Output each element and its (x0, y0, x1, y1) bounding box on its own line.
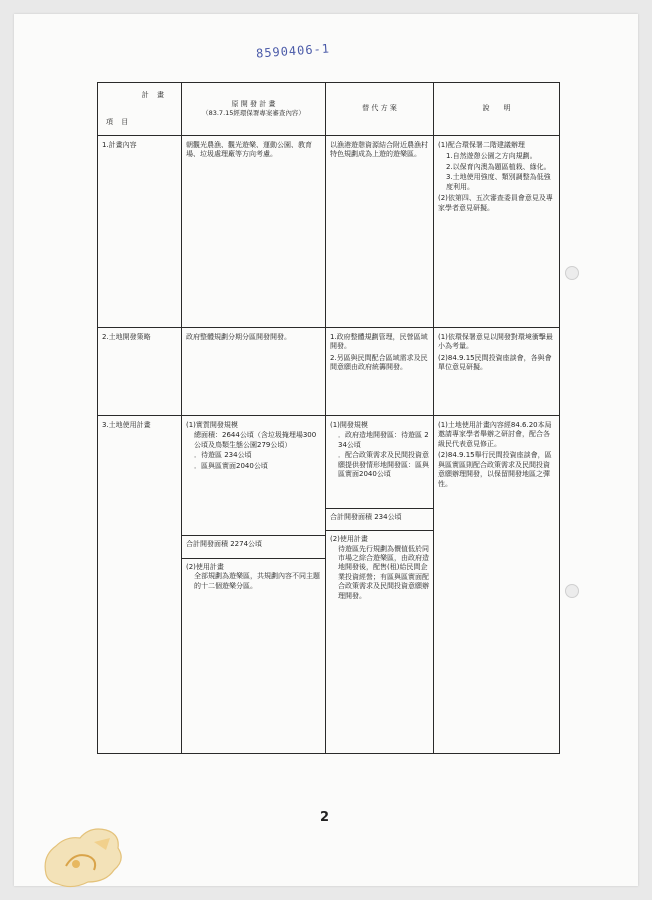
remark-line: 1.自然遊憩公園之方向規劃。 (446, 152, 537, 161)
row-item-label: 2.土地開發策略 (98, 328, 182, 416)
alt-total: 合計開發面積 234公頃 (326, 508, 433, 522)
table-row (98, 328, 560, 416)
original-dev-line: 總面積：2644公頃（含垃圾掩埋場300公頃及鳥類生態公園279公頃） (194, 431, 317, 449)
header-corner-cell (98, 83, 182, 136)
page-number: 2 (320, 810, 330, 825)
row-item-label: 1.計畫內容 (98, 136, 182, 328)
original-use-block (182, 558, 325, 591)
remark-line: (1)土地使用計畫內容經84.6.20本局邀請專家學者舉辦之研討會，配合各級民代表意見修正。 (438, 421, 552, 448)
row-remarks (434, 328, 560, 416)
remark-line: 2.以保育內澳為題區植栽、綠化。 (446, 162, 551, 171)
row-original-text: 朝觀光農漁、觀光遊樂、運動公園、教育場、垃圾處理廠等方向考慮。 (182, 136, 326, 328)
table-row (98, 416, 560, 754)
punch-hole (565, 584, 579, 598)
punch-hole (565, 266, 579, 280)
archive-logo-icon (36, 816, 128, 892)
row-remarks (434, 416, 560, 754)
remark-line: 3.土地使用強度、類別調整為低強度利用。 (446, 173, 551, 191)
remark-line: (2)84.9.15民間投資座談會，各與會單位意見研擬。 (438, 353, 552, 372)
row-alternative-text: 以漁港遊憩資源結合附近農漁村特色規劃成為上遊的遊樂區。 (326, 136, 434, 328)
table-header-row (98, 83, 560, 136)
alt-use-block (326, 530, 433, 601)
remark-line: (2)依第四、五次審查委員會意見及專家學者意見研擬。 (438, 194, 553, 212)
original-dev-title: (1)實質開發規模 (186, 421, 238, 429)
handwritten-note: 8590406-1 (255, 41, 331, 61)
alternative-line: 1.政府整體規劃管理，民營區域開發。 (330, 333, 428, 351)
original-use-text: 全部規劃為遊樂區，共規劃內容不同主題的十二個遊樂分區。 (194, 572, 320, 590)
row-original-landuse (182, 416, 326, 754)
alt-use-title: (2)使用計畫 (330, 535, 368, 544)
row-original-text: 政府整體規劃分期分區開發開發。 (182, 328, 326, 416)
row-item-label: 3.土地使用計畫 (98, 416, 182, 754)
alt-dev-title: (1)開發規模 (330, 421, 368, 429)
original-use-title: (2)使用計畫 (186, 562, 224, 571)
original-dev-line: ．待遊區 234公頃 (194, 451, 252, 460)
remark-line: (2)84.9.15舉行民間投資座談會，區與區實區則配合政策需求及民間投資意願辦理開發，以保留開發地區之彈性。 (438, 451, 552, 488)
row-alternative-landuse (326, 416, 434, 754)
header-corner-top: 計 畫 (141, 91, 167, 99)
original-total: 合計開發面積 2274公頃 (182, 535, 325, 549)
header-corner-bottom: 項 目 (106, 117, 132, 126)
document-page (14, 14, 638, 886)
header-remarks: 說 明 (434, 83, 560, 136)
remark-line: (1)配合環保署二階建議辦理 (438, 141, 525, 149)
row-alternative (326, 328, 434, 416)
remark-line: (1)依環保署意見以開發對環境衝擊最小為考量。 (438, 333, 553, 351)
alternative-line: 2.另區與民間配合區域需求及民間意願由政府統籌開發。 (330, 353, 428, 372)
row-remarks (434, 136, 560, 328)
table-row (98, 136, 560, 328)
alt-dev-line: ．配合政策需求及民間投資意願提供發情形地開發區：區與區實面2040公頃 (338, 451, 429, 479)
alt-use-text: 待遊區先行規劃為價值低於同市場之綜合遊樂區，由政府造地開發後，配售(租)給民間企業投資經營；有區與區實面配合政策需求及民間投資意願辦理開發。 (338, 544, 429, 600)
header-alternative: 替 代 方 案 (326, 83, 434, 136)
plan-comparison-table (97, 82, 560, 754)
original-dev-line: ．區與區實面2040公頃 (194, 461, 268, 470)
alt-dev-line: ．政府造地開發區：待遊區 234公頃 (338, 431, 429, 449)
original-plan-title: 原 開 發 計 畫 (231, 99, 276, 108)
header-original-plan (182, 83, 326, 136)
original-plan-subtitle: （83.7.15經環保署專案審查內容） (202, 109, 305, 118)
